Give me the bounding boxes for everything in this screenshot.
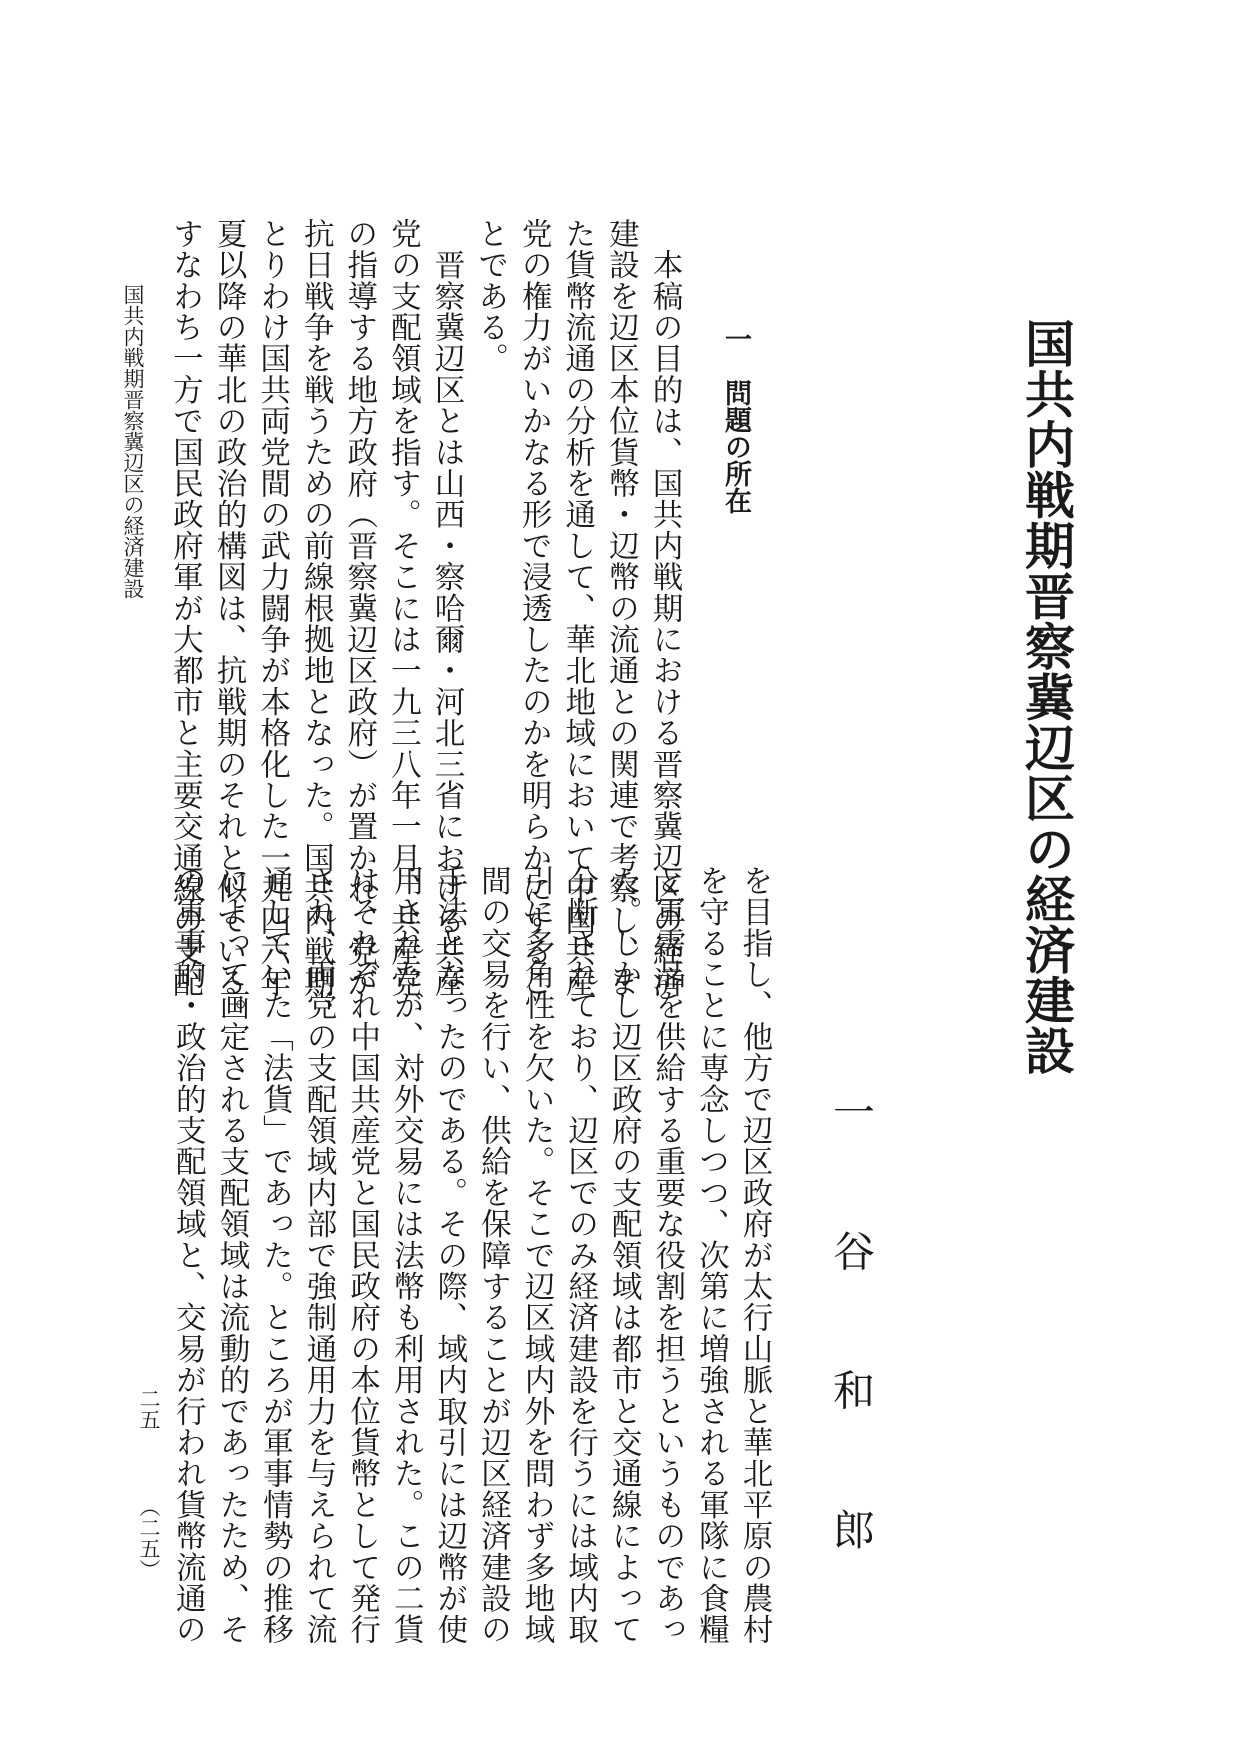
author-name: 一 谷 和 郎 <box>827 1090 876 1550</box>
text-line: 抗日戦争を戦うための前線根拠地となった。国共内戦期、 <box>298 218 334 1030</box>
text-line: 建設を辺区本位貨幣・辺幣の流通との関連で考察し、ま <box>603 218 639 998</box>
text-line: 本稿の目的は、国共内戦期における晋察冀辺区の経済 <box>647 218 682 998</box>
text-line: 通していた「法貨」であった。ところが軍事情勢の推移 <box>257 865 293 1645</box>
text-line: はそれぞれ中国共産党と国民政府の本位貨幣として発行 <box>344 865 380 1645</box>
text-line: 夏以降の華北の政治的構図は、抗戦期のそれと似ている。 <box>211 218 247 1030</box>
text-line: 引に多角性を欠いた。そこで辺区域内外を問わず多地域 <box>519 865 555 1645</box>
text-line: 晋察冀辺区とは山西・察哈爾・河北三省における共産 <box>429 218 465 998</box>
text-line: 分断されており、辺区でのみ経済建設を行うには域内取 <box>562 865 598 1645</box>
text-line: の指導する地方政府（晋察冀辺区政府）が置かれ、党が <box>341 218 377 998</box>
text-line: の軍事的・政治的支配領域と、交易が行われ貨幣流通の <box>170 865 206 1645</box>
article-title: 国共内戦期晋察冀辺区の経済建設 <box>1017 318 1076 1076</box>
text-line: と軍需品を供給する重要な役割を担うというものであっ <box>649 865 685 1645</box>
text-line: によって画定される支配領域は流動的であったため、そ <box>213 865 249 1645</box>
body-text-lower <box>170 865 776 1645</box>
text-line: た貨幣流通の分析を通して、華北地域において中国共産 <box>559 218 595 998</box>
text-line: すなわち一方で国民政府軍が大都市と主要交通線の支配 <box>167 218 203 998</box>
text-line: を守ることに専念しつつ、次第に増強される軍隊に食糧 <box>693 865 729 1645</box>
section-heading: 一 問題の所在 <box>720 325 751 514</box>
text-line: され、両党の支配領域内部で強制通用力を与えられて流 <box>301 865 337 1645</box>
running-title: 国共内戦期晋察冀辺区の経済建設 <box>121 284 145 599</box>
page-number: 二五 <box>137 1388 161 1430</box>
text-line: 用されたが、対外交易には法幣も利用された。この二貨 <box>388 865 424 1645</box>
text-line: 党の権力がいかなる形で浸透したのかを明らかにするこ <box>516 218 552 998</box>
text-line: 手法となったのである。その際、域内取引には辺幣が使 <box>431 865 467 1645</box>
text-line: 党の支配領域を指す。そこには一九三八年一月、共産党 <box>385 218 421 998</box>
body-text-upper <box>167 218 686 1030</box>
original-page-number: （二五） <box>137 1496 161 1580</box>
text-line: とりわけ国共両党間の武力闘争が本格化した一九四六年 <box>254 218 290 998</box>
text-line: を目指し、他方で辺区政府が太行山脈と華北平原の農村 <box>737 865 772 1645</box>
text-line: た。しかし辺区政府の支配領域は都市と交通線によって <box>606 865 642 1645</box>
text-line: 間の交易を行い、供給を保障することが辺区経済建設の <box>475 865 511 1645</box>
text-line: とである。 <box>472 218 508 374</box>
